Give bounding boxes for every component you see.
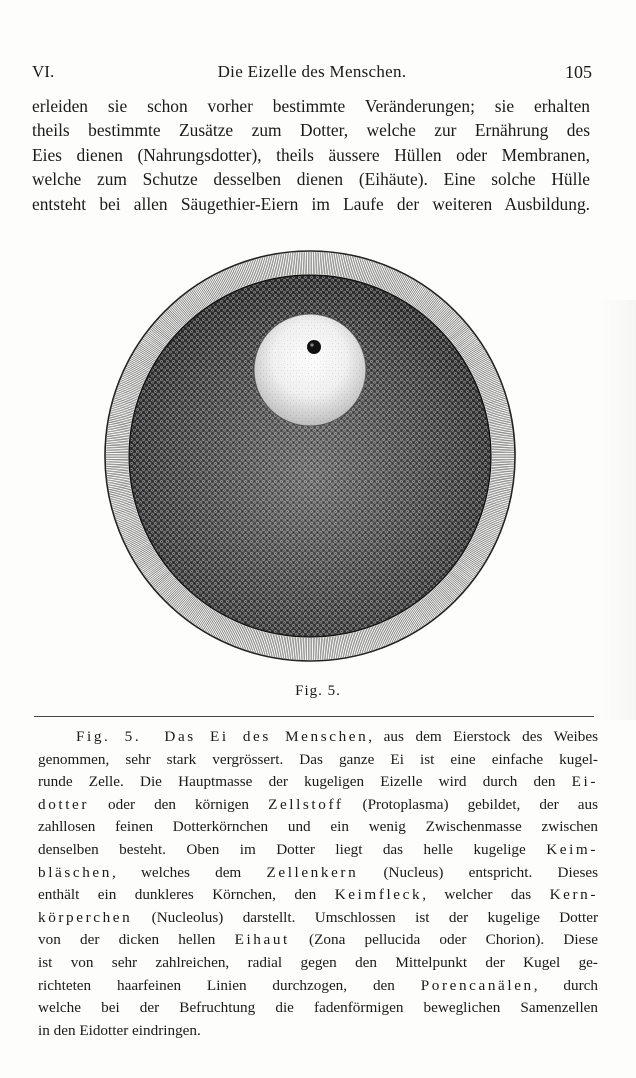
caption-text-run: oder den körnigen (89, 795, 269, 813)
caption-text-run: genommen, sehr stark vergrössert. Das ganze Ei ist eine einfache kugel- (38, 750, 598, 768)
caption-text-run: , durch (533, 976, 598, 994)
figure-caption (38, 726, 598, 1042)
caption-line (38, 816, 598, 839)
caption-emphasis: Zellstoff (268, 795, 344, 813)
caption-emphasis: bläschen (38, 863, 112, 881)
caption-text-run: in den Eidotter eindringen. (38, 1021, 201, 1039)
caption-emphasis: Zellenkern (266, 863, 359, 881)
caption-fig-label: Fig. 5. (76, 728, 142, 745)
body-paragraph (32, 94, 590, 216)
caption-line (38, 1020, 598, 1043)
page-number: 105 (565, 62, 592, 82)
germinal-spot (307, 340, 321, 354)
caption-line (38, 794, 598, 817)
caption-emphasis: Kern- (549, 886, 598, 904)
figure-label: Fig. 5. (295, 683, 341, 699)
caption-text-run: , welcher das (422, 886, 550, 904)
body-line: theils bestimmte Zusätze zum Dotter, welche zur Ernährung des (32, 120, 590, 141)
caption-line (38, 862, 598, 885)
body-line: erleiden sie schon vorher bestimmte Veränderungen; sie erhalten (32, 96, 590, 116)
caption-text-run: zahllosen feinen Dotterkörnchen und ein wenig Zwischenmasse zwischen (38, 818, 598, 836)
running-head (32, 62, 592, 84)
caption-text-run: (Nucleolus) darstellt. Umschlossen ist der kugelige Dotter (132, 908, 598, 926)
running-title: Die Eizelle des Menschen. (217, 62, 407, 81)
egg-cell-engraving (100, 246, 520, 666)
caption-text-run: denselben besteht. Oben im Dotter liegt das helle kugelige (38, 840, 547, 858)
caption-emphasis: körperchen (38, 908, 133, 926)
caption-text-run: welche bei der Befruchtung die fadenförmigen beweglichen Samenzellen (38, 999, 598, 1017)
bleed-through-margin (598, 300, 636, 720)
caption-emphasis: Porencanälen (420, 976, 534, 994)
caption-text-run: , welches dem (111, 863, 267, 881)
caption-text-run: von der dicken hellen (38, 931, 235, 949)
caption-emphasis: Das Ei des Menschen (164, 728, 369, 745)
caption-emphasis: Keim- (546, 840, 598, 858)
caption-line (38, 884, 598, 907)
caption-text-run: enthält ein dunkleres Körnchen, den (38, 886, 335, 904)
caption-emphasis: dotter (38, 795, 90, 813)
body-line: Eies dienen (Nahrungsdotter), theils äussere Hüllen oder Membranen, (32, 144, 590, 165)
caption-text-run: ist von sehr zahlreichen, radial gegen den Mittelpunkt der Kugel ge- (38, 953, 598, 971)
caption-line (38, 952, 598, 975)
caption-emphasis: Ei- (571, 773, 598, 791)
body-line: entsteht bei allen Säugethier-Eiern im Laufe der weiteren Ausbildung. (32, 193, 590, 214)
caption-line (38, 997, 598, 1020)
caption-line (38, 749, 598, 772)
caption-line-content (164, 728, 598, 745)
caption-line (38, 975, 598, 998)
caption-line (38, 929, 598, 952)
body-line: welche zum Schutze desselben dienen (Eihäute). Eine solche Hülle (32, 169, 590, 190)
caption-emphasis: Keimfleck (334, 886, 423, 904)
caption-text-run: (Zona pellucida oder Chorion). Diese (289, 931, 598, 949)
caption-text-run: , aus dem Eierstock des Weibes (368, 728, 599, 745)
chapter-number: VI. (32, 62, 55, 81)
caption-text-run: (Protoplasma) gebildet, der aus (343, 795, 599, 813)
caption-text-run: richteten haarfeinen Linien durchzogen, den (38, 976, 421, 994)
caption-line (38, 907, 598, 930)
caption-divider (34, 716, 594, 717)
caption-text-run: runde Zelle. Die Hauptmasse der kugeligen Eizelle wird durch den (38, 773, 572, 791)
caption-text-run: (Nucleus) entspricht. Dieses (358, 863, 599, 881)
egg-cell-illustration (100, 246, 520, 666)
caption-line (38, 726, 598, 749)
caption-emphasis: Eihaut (234, 931, 290, 949)
caption-line (38, 839, 598, 862)
caption-line (38, 771, 598, 794)
